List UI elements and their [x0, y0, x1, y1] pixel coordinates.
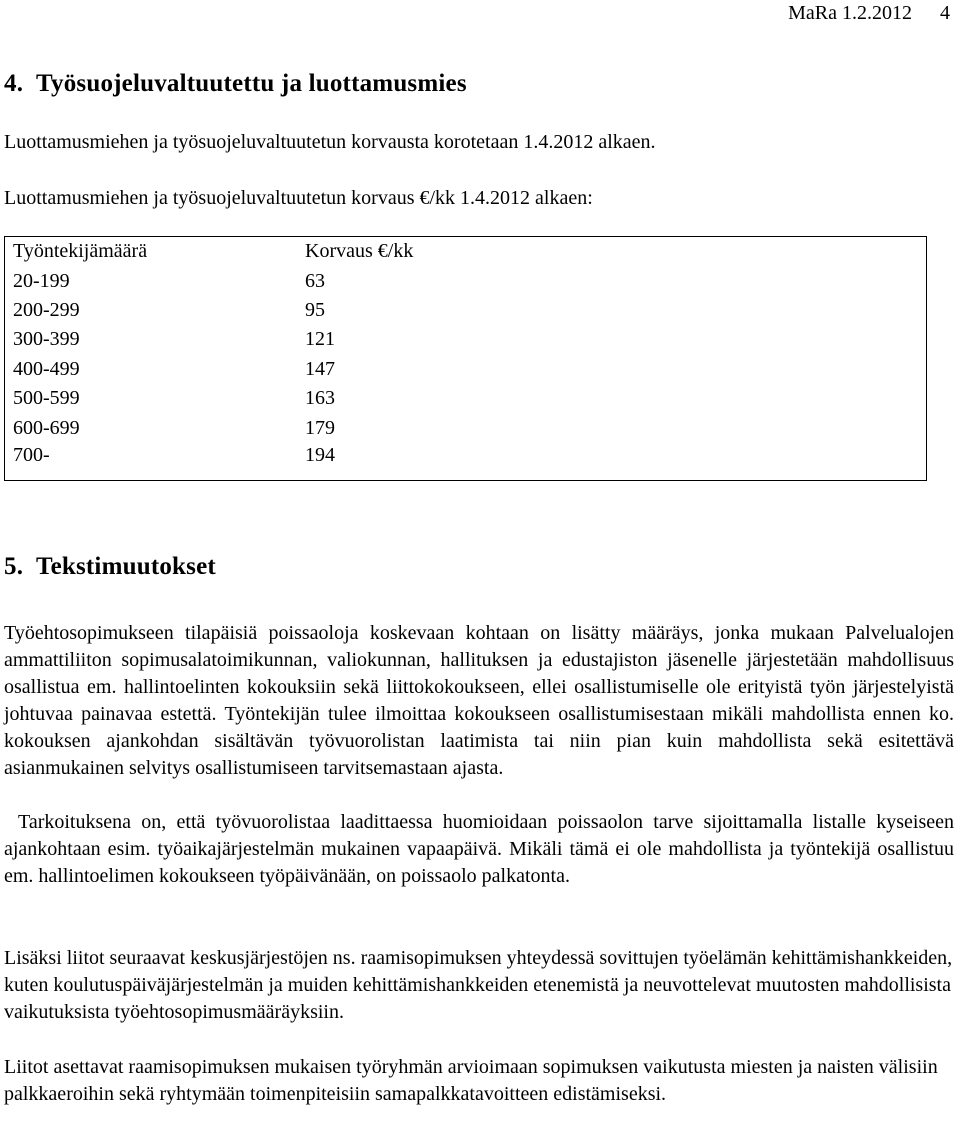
paragraph-2: Tarkoituksena on, että työvuorolistaa laadittaessa huomioidaan poissaolon tarve sijoittamalla listalle kyseiseen ajankohtaan esim. työaikajärjestelmän mukainen vapaapäivä. Mikäli tämä ei ole mahdollista ja työntekijä osallistuu em. hallintoelimen kokoukseen työpäivänään, on poissaolo palkatonta.	[4, 811, 954, 887]
paragraph-4: Liitot asettavat raamisopimuksen mukaisen työryhmän arvioimaan sopimuksen vaikutusta miesten ja naisten välisiin palkkaeroihin sekä ryhtymään toimenpiteisiin samapalkkatavoitteen edistämiseksi.	[4, 1056, 938, 1105]
employee-range-cell: 400-499	[13, 357, 80, 380]
paragraph-1: Työehtosopimukseen tilapäisiä poissaoloja koskevaan kohtaan on lisätty määräys, jonka mukaan Palvelualojen ammattiliiton sopimusalatoimikunnan, valiokunnan, hallituksen ja edustajiston jäsenelle järjestetään mahdollisuus osallistua em. hallintoelinten kokouksiin sekä liittokokoukseen, ellei osallistumiselle ole erityistä työn järjestelyistä johtuvaa painavaa estettä. Työntekijän tulee ilmoittaa kokoukseen osallistumisestaan mikäli mahdollista ennen ko. kokouksen ajankohdan sisältävän työvuorolistan laatimista tai niin pian kuin mahdollista sekä esitettävä asianmukainen selvitys osallistumiseen tarvitsemastaan ajasta.	[4, 622, 954, 779]
document-date: MaRa 1.2.2012	[788, 2, 912, 24]
compensation-cell: 194	[305, 443, 335, 466]
section-5-title: Tekstimuutokset	[36, 553, 216, 580]
compensation-cell: 179	[305, 416, 335, 439]
section-4-table-caption: Luottamusmiehen ja työsuojeluvaltuutetun korvaus €/kk 1.4.2012 alkaen:	[4, 187, 593, 209]
section-5-number: 5.	[4, 553, 24, 580]
employee-range-cell: 700-	[13, 443, 50, 466]
table-header-row	[5, 237, 927, 267]
table-row	[5, 413, 927, 442]
employee-range-cell: 20-199	[13, 269, 70, 292]
section-5-heading	[4, 553, 216, 581]
compensation-cell: 163	[305, 387, 335, 410]
column-header-compensation: Korvaus €/kk	[305, 240, 414, 263]
column-header-employees: Työntekijämäärä	[13, 240, 148, 263]
section-4-intro-line: Luottamusmiehen ja työsuojeluvaltuutetun korvausta korotetaan 1.4.2012 alkaen.	[4, 131, 656, 153]
employee-range-cell: 200-299	[13, 298, 80, 321]
table-row	[5, 443, 927, 481]
table-row	[5, 296, 927, 325]
paragraph-3: Lisäksi liitot seuraavat keskusjärjestöjen ns. raamisopimuksen yhteydessä sovittujen työelämän kehittämishankkeiden, kuten koulutuspäiväjärjestelmän ja muiden kehittämishankkeiden etenemistä ja neuvottelevat muutosten mahdollisista vaikutuksista työehtosopimusmääräyksiin.	[4, 947, 953, 1023]
table-row	[5, 266, 927, 295]
compensation-table	[4, 236, 927, 481]
compensation-cell: 147	[305, 357, 335, 380]
employee-range-cell: 600-699	[13, 416, 80, 439]
compensation-cell: 121	[305, 328, 335, 351]
compensation-cell: 63	[305, 269, 325, 292]
table-row	[5, 325, 927, 354]
employee-range-cell: 500-599	[13, 387, 80, 410]
page-header	[788, 2, 950, 25]
compensation-cell: 95	[305, 298, 325, 321]
section-4-title: Työsuojeluvaltuutettu ja luottamusmies	[36, 70, 467, 97]
employee-range-cell: 300-399	[13, 328, 80, 351]
page-number: 4	[940, 2, 950, 24]
section-4-heading	[4, 70, 467, 98]
table-row	[5, 384, 927, 413]
section-4-number: 4.	[4, 70, 24, 97]
table-row	[5, 355, 927, 384]
